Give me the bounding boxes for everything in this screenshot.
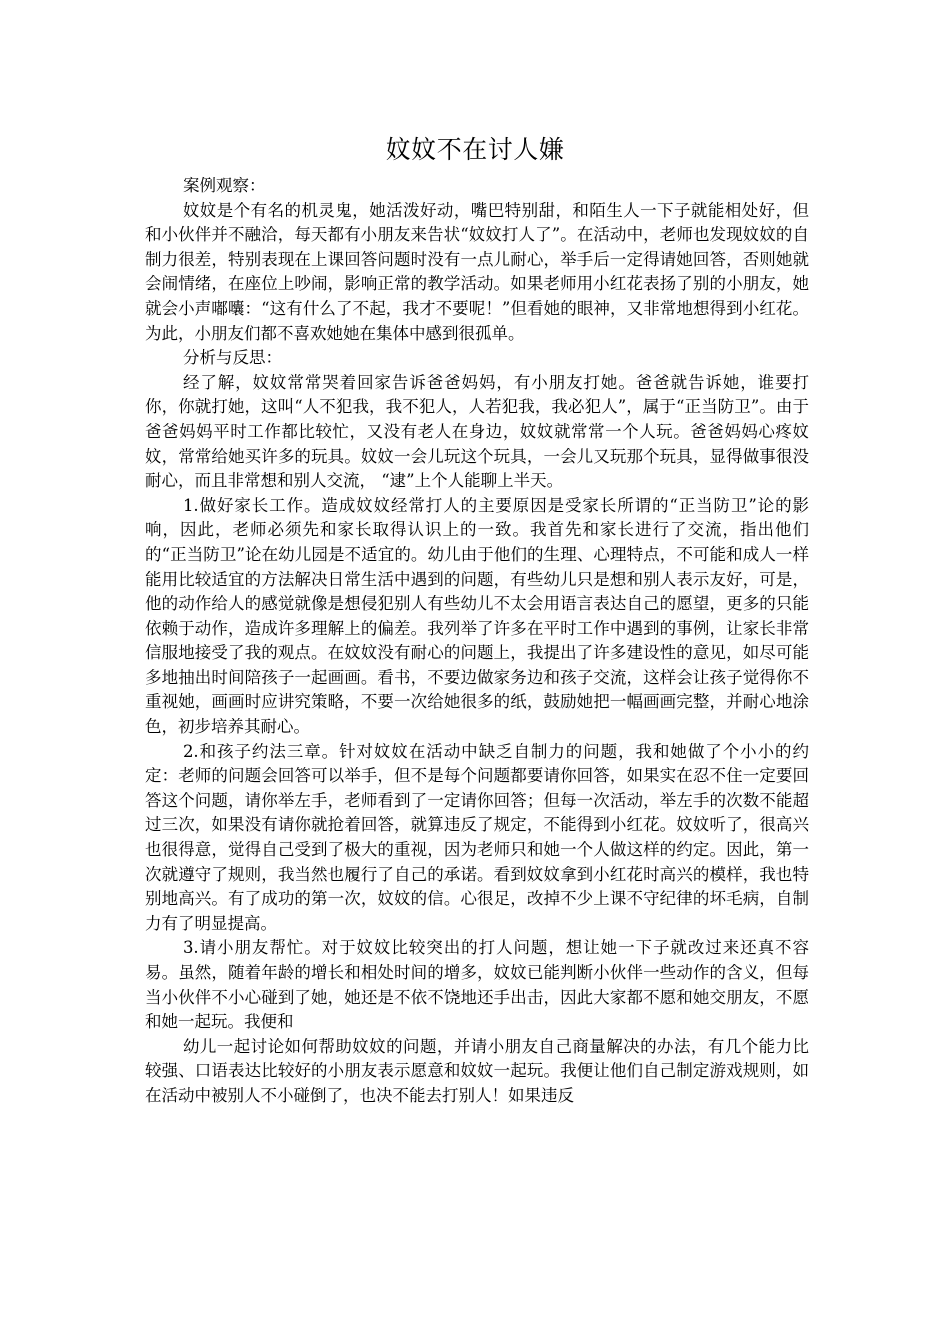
paragraph-point-3: 3.请小朋友帮忙。对于妏妏比较突出的打人问题，想让她一下子就改过来还真不容易。虽然，随着年龄的增长和相处时间的增多，妏妏已能判断小伙伴一些动作的含义，但每当小伙伴不小心碰到了她，她还是不依不饶地还手出击，因此大家都不愿和她交朋友，不愿和她一起玩。我便和 (145, 938, 809, 1032)
document-body (145, 174, 809, 1109)
document-title: 妏妏不在讨人嫌 (385, 135, 565, 164)
section-heading-analysis: 分析与反思： (182, 348, 282, 368)
section-heading-observation: 案例观察： (182, 176, 266, 195)
paragraph-analysis: 经了解，妏妏常常哭着回家告诉爸爸妈妈，有小朋友打她。爸爸就告诉她，谁要打你，你就打她，这叫“人不犯我，我不犯人，人若犯我，我必犯人”，属于“正当防卫”。由于爸爸妈妈平时工作都比较忙，又没有老人在身边，妏妏就常常一个人玩。爸爸妈妈心疼妏妏，常常给她买许多的玩具。妏妏一会儿玩这个玩具，一会儿又玩那个玩具，显得做事很没耐心，而且非常想和别人交流， “逮”上个人能聊上半天。 (145, 372, 809, 491)
paragraph-point-1: 1.做好家长工作。造成妏妏经常打人的主要原因是受家长所谓的“正当防卫”论的影响，因此，老师必须先和家长取得认识上的一致。我首先和家长进行了交流，指出他们的“正当防卫”论在幼儿园是不适宜的。幼儿由于他们的生理、心理特点，不可能和成人一样能用比较适宜的方法解决日常生活中遇到的问题，有些幼儿只是想和别人表示友好，可是，他的动作给人的感觉就像是想侵犯别人有些幼儿不太会用语言表达自己的愿望，更多的只能依赖于动作，造成许多理解上的偏差。我列举了许多在平时工作中遇到的事例，让家长非常信服地接受了我的观点。在妏妏没有耐心的问题上，我提出了许多建设性的意见，如尽可能多地抽出时间陪孩子一起画画。看书，不要边做家务边和孩子交流，这样会让孩子觉得你不重视她，画画时应讲究策略，不要一次给她很多的纸，鼓励她把一幅画画完整，并耐心地涂色，初步培养其耐心。 (145, 495, 809, 737)
paragraph-continuation: 幼儿一起讨论如何帮助妏妏的问题，并请小朋友自己商量解决的办法，有几个能力比较强、口语表达比较好的小朋友表示愿意和妏妏一起玩。我便让他们自己制定游戏规则，如在活动中被别人不小碰倒了，也决不能去打别人！如果违反 (145, 1036, 809, 1105)
paragraph-point-2: 2.和孩子约法三章。针对妏妏在活动中缺乏自制力的问题，我和她做了个小小的约定：老师的问题会回答可以举手，但不是每个问题都要请你回答，如果实在忍不住一定要回答这个问题，请你举左手，老师看到了一定请你回答；但每一次活动，举左手的次数不能超过三次，如果没有请你就抢着回答，就算违反了规定，不能得到小红花。妏妏听了，很高兴也很得意，觉得自己受到了极大的重视，因为老师只和她一个人做这样的约定。因此，第一次就遵守了规则，我当然也履行了自己的承诺。看到妏妏拿到小红花时高兴的模样，我也特别地高兴。有了成功的第一次，妏妏的信。心很足，改掉不少上课不守纪律的坏毛病，自制力有了明显提高。 (145, 741, 809, 933)
paragraph-observation: 妏妏是个有名的机灵鬼，她活泼好动，嘴巴特别甜，和陌生人一下子就能相处好，但和小伙伴并不融洽，每天都有小朋友来告状“妏妏打人了”。在活动中，老师也发现妏妏的自制力很差，特别表现在上课回答问题时没有一点儿耐心，举手后一定得请她回答，否则她就会闹情绪，在座位上吵闹，影响正常的教学活动。如果老师用小红花表扬了别的小朋友，她就会小声嘟囔：“这有什么了不起，我才不要呢！”但看她的眼神，又非常地想得到小红花。为此，小朋友们都不喜欢她她在集体中感到很孤单。 (145, 200, 809, 343)
